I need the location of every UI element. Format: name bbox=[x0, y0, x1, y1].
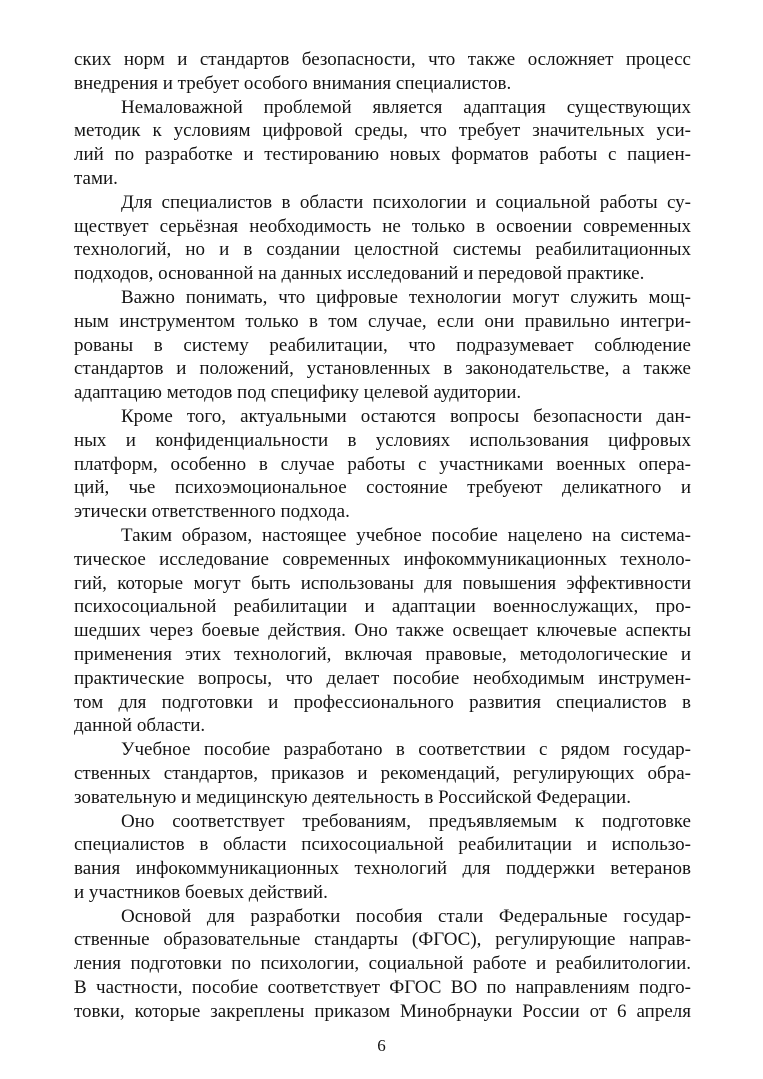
text-line: тами. bbox=[74, 167, 118, 189]
text-line: гий, которые могут быть использованы для повышения эффективности bbox=[74, 572, 691, 594]
text-line: ственные образовательные стандарты (ФГОС), регулирующие направ- bbox=[74, 929, 691, 951]
text-line: стандартов и положений, установленных в законодательстве, а также bbox=[74, 358, 691, 380]
text-line: данной области. bbox=[74, 715, 206, 737]
text-line: Оно соответствует требованиям, предъявляемым к подготовке bbox=[121, 810, 691, 832]
text-line: ных и конфиденциальности в условиях использования цифровых bbox=[74, 429, 691, 451]
text-line: ществует серьёзная необходимость не только в освоении современных bbox=[74, 215, 691, 237]
text-line: платформ, особенно в случае работы с участниками военных опера- bbox=[74, 453, 691, 475]
text-line: ций, чье психоэмоциональное состояние требуеют деликатного и bbox=[74, 477, 691, 499]
page-number: 6 bbox=[377, 1036, 386, 1055]
text-line: ления подготовки по психологии, социальной работе и реабилитологии. bbox=[74, 953, 691, 975]
text-line: практические вопросы, что делает пособие необходимым инструмен- bbox=[74, 667, 691, 689]
text-line: ственных стандартов, приказов и рекомендаций, регулирующих обра- bbox=[74, 762, 691, 784]
text-line: ских норм и стандартов безопасности, что также осложняет процесс bbox=[74, 49, 691, 70]
text-line: специалистов в области психосоциальной реабилитации и использо- bbox=[74, 834, 691, 856]
text-line: и участников боевых действий. bbox=[74, 881, 328, 903]
text-line: методик к условиям цифровой среды, что требует значительных уси- bbox=[74, 120, 691, 142]
text-line: шедших через боевые действия. Оно также освещает ключевые аспекты bbox=[74, 620, 691, 642]
text-line: психосоциальной реабилитации и адаптации военнослужащих, про- bbox=[74, 596, 691, 618]
text-line: товки, которые закреплены приказом Минобрнауки России от 6 апреля bbox=[74, 1000, 691, 1022]
text-line: Для специалистов в области психологии и социальной работы су- bbox=[121, 191, 691, 213]
text-line: Немаловажной проблемой является адаптация существующих bbox=[121, 96, 691, 118]
text-line: тическое исследование современных инфокоммуникационных техноло- bbox=[74, 548, 691, 570]
text-line: этически ответственного подхода. bbox=[74, 501, 350, 523]
text-line: применения этих технологий, включая правовые, методологические и bbox=[74, 643, 691, 665]
text-line: вания инфокоммуникационных технологий для поддержки ветеранов bbox=[74, 858, 691, 880]
text-line: Важно понимать, что цифровые технологии могут служить мощ- bbox=[121, 286, 691, 308]
text-line: адаптацию методов под специфику целевой аудитории. bbox=[74, 382, 522, 404]
text-line: Основой для разработки пособия стали Федеральные государ- bbox=[121, 905, 691, 927]
text-line: ным инструментом только в том случае, если они правильно интегри- bbox=[74, 310, 691, 332]
text-line: зовательную и медицинскую деятельность в Российской Федерации. bbox=[74, 786, 631, 808]
text-line: том для подготовки и профессионального развития специалистов в bbox=[74, 691, 691, 713]
text-line: внедрения и требует особого внимания специалистов. bbox=[74, 72, 512, 94]
body-text bbox=[74, 48, 691, 1024]
text-line: Таким образом, настоящее учебное пособие нацелено на система- bbox=[121, 524, 691, 546]
text-line: подходов, основанной на данных исследований и передовой практике. bbox=[74, 263, 645, 285]
text-line: Кроме того, актуальными остаются вопросы безопасности дан- bbox=[121, 405, 691, 427]
text-line: рованы в систему реабилитации, что подразумевает соблюдение bbox=[74, 334, 691, 356]
text-line: технологий, но и в создании целостной системы реабилитационных bbox=[74, 239, 691, 261]
text-line: Учебное пособие разработано в соответствии с рядом государ- bbox=[121, 739, 691, 761]
text-line: лий по разработке и тестированию новых форматов работы с пациен- bbox=[74, 144, 691, 166]
text-line: В частности, пособие соответствует ФГОС ВО по направлениям подго- bbox=[74, 977, 691, 999]
